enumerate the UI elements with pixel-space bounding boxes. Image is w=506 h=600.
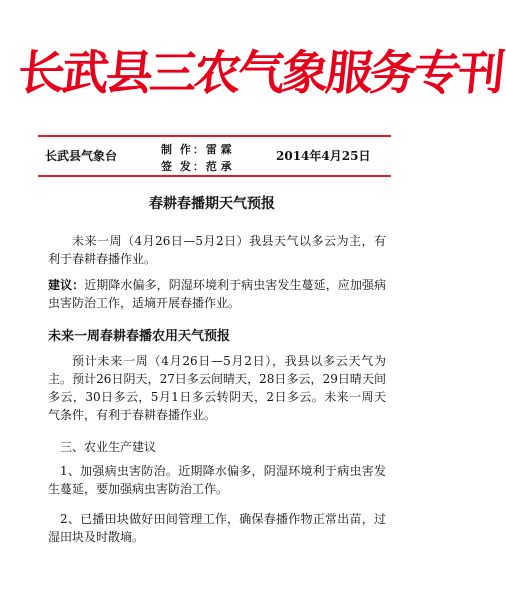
signer-name: 范 承 (205, 160, 232, 173)
paragraph-forecast: 预计未来一周（4月26日—5月2日），我县以多云天气为主。预计26日阴天，27日多云间晴天，28日多云，29日晴天间多云，30日多云，5月1日多云转阴天，2日多云。未来一周天气条件，有利于春耕春播作业。 (48, 354, 386, 422)
signer-line (161, 158, 232, 175)
signer-label: 签 发： (161, 160, 206, 173)
section-heading-suggestions: 三、农业生产建议 (60, 440, 157, 454)
article-title: 春耕春播期天气预报 (149, 196, 275, 212)
top-divider (38, 135, 391, 137)
issue-date: 2014年4月25日 (276, 149, 371, 163)
paragraph-overview: 未来一周（4月26日—5月2日）我县天气以多云为主，有利于春耕春播作业。 (48, 234, 386, 266)
maker-name: 雷 霖 (205, 143, 232, 156)
maker-label: 制 作： (161, 143, 206, 156)
masthead-title: 长武县三农气象服务专刊 (15, 46, 505, 101)
paragraph-advice (48, 276, 386, 312)
advice-label: 建议： (48, 278, 85, 292)
bottom-divider (38, 175, 391, 177)
section-heading-forecast: 未来一周春耕春播农用天气预报 (48, 329, 231, 344)
issuer-name: 长武县气象台 (45, 149, 118, 163)
maker-line (161, 141, 232, 158)
suggestion-item-2: 2、已播田块做好田间管理工作，确保春播作物正常出苗，过湿田块及时散墒。 (48, 512, 386, 544)
advice-text: 近期降水偏多，阴湿环境利于病虫害发生蔓延，应加强病虫害防治工作，适墒开展春播作业。 (48, 278, 386, 310)
suggestion-item-1: 1、加强病虫害防治。近期降水偏多，阴湿环境利于病虫害发生蔓延，要加强病虫害防治工作。 (48, 464, 386, 496)
credits-block (161, 141, 232, 175)
